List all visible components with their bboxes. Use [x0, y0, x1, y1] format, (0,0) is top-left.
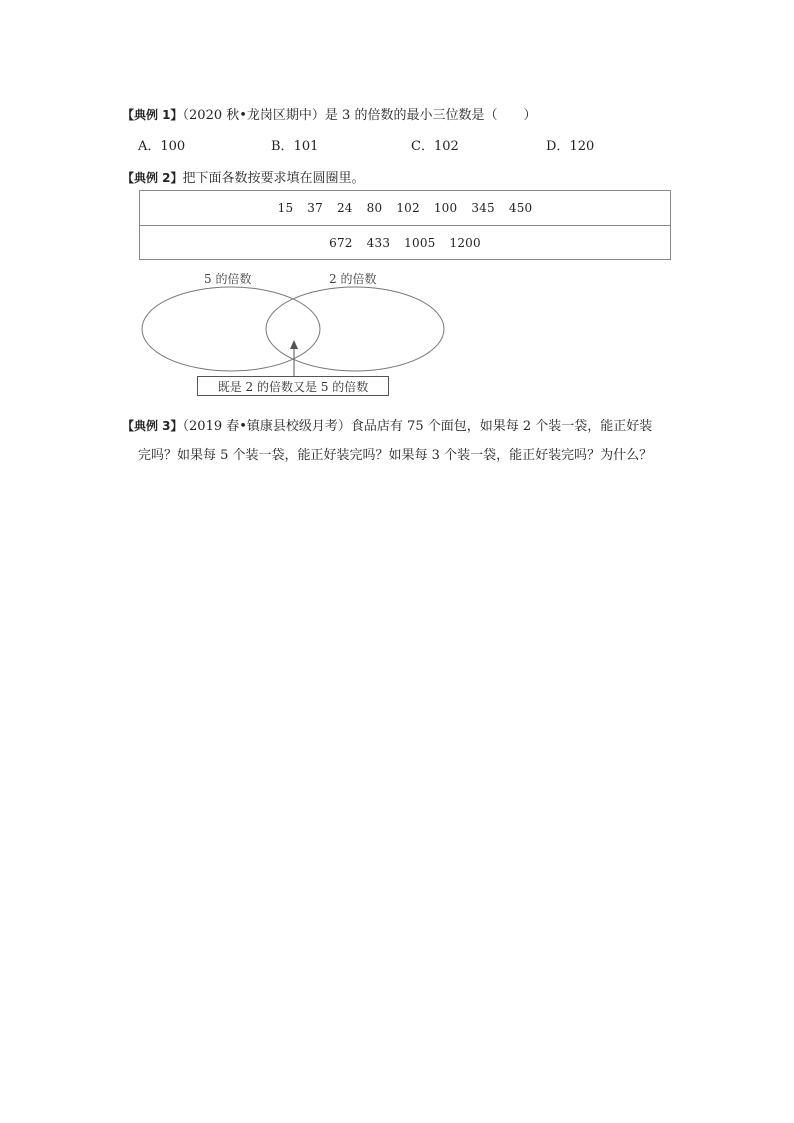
option-d-letter: D．	[546, 139, 570, 154]
number-cell: 1200	[449, 236, 481, 250]
option-a-value: 100	[160, 139, 186, 154]
number-cell: 102	[396, 201, 420, 215]
example-3-text-1: （2019 春•镇康县校级月考）食品店有 75 个面包，如果每 2 个装一袋，能正好装	[182, 419, 653, 434]
venn-left-label: 5 的倍数	[204, 272, 252, 286]
option-b-value: 101	[293, 139, 319, 154]
option-c-letter: C．	[411, 139, 434, 154]
number-cell: 345	[471, 201, 495, 215]
option-a-letter: A．	[138, 139, 161, 154]
venn-pointer-arrow-icon	[290, 340, 298, 349]
venn-right-label: 2 的倍数	[329, 272, 377, 286]
number-cell: 15	[277, 201, 294, 215]
number-cell: 24	[336, 201, 353, 215]
venn-circle-5[interactable]	[142, 287, 320, 371]
number-cell: 672	[329, 236, 353, 250]
number-cell: 80	[366, 201, 383, 215]
number-cell: 1005	[404, 236, 436, 250]
venn-circle-2[interactable]	[266, 287, 444, 371]
example-2-tag: 【典例 2】	[122, 171, 183, 185]
option-b-letter: B．	[271, 139, 294, 154]
option-c-value: 102	[433, 139, 459, 154]
example-3-line-1	[122, 415, 652, 434]
example-3-tag: 【典例 3】	[122, 419, 183, 433]
example-1-tag: 【典例 1】	[122, 108, 183, 122]
number-cell: 37	[307, 201, 323, 215]
example-1-source: （2020 秋•龙岗区期中）	[182, 108, 325, 123]
example-3-line-2: 完吗？如果每 5 个装一袋，能正好装完吗？如果每 3 个装一袋，能正好装完吗？为什么？	[138, 448, 653, 463]
example-1-text: 是 3 的倍数的最小三位数是（ ）	[324, 108, 537, 123]
option-d-value: 120	[569, 139, 595, 154]
venn-both-label: 既是 2 的倍数又是 5 的倍数	[197, 376, 389, 396]
number-cell: 433	[366, 236, 391, 250]
number-cell: 100	[433, 201, 458, 215]
number-cell: 450	[508, 201, 533, 215]
example-2-text: 把下面各数按要求填在圆圈里。	[182, 171, 365, 186]
